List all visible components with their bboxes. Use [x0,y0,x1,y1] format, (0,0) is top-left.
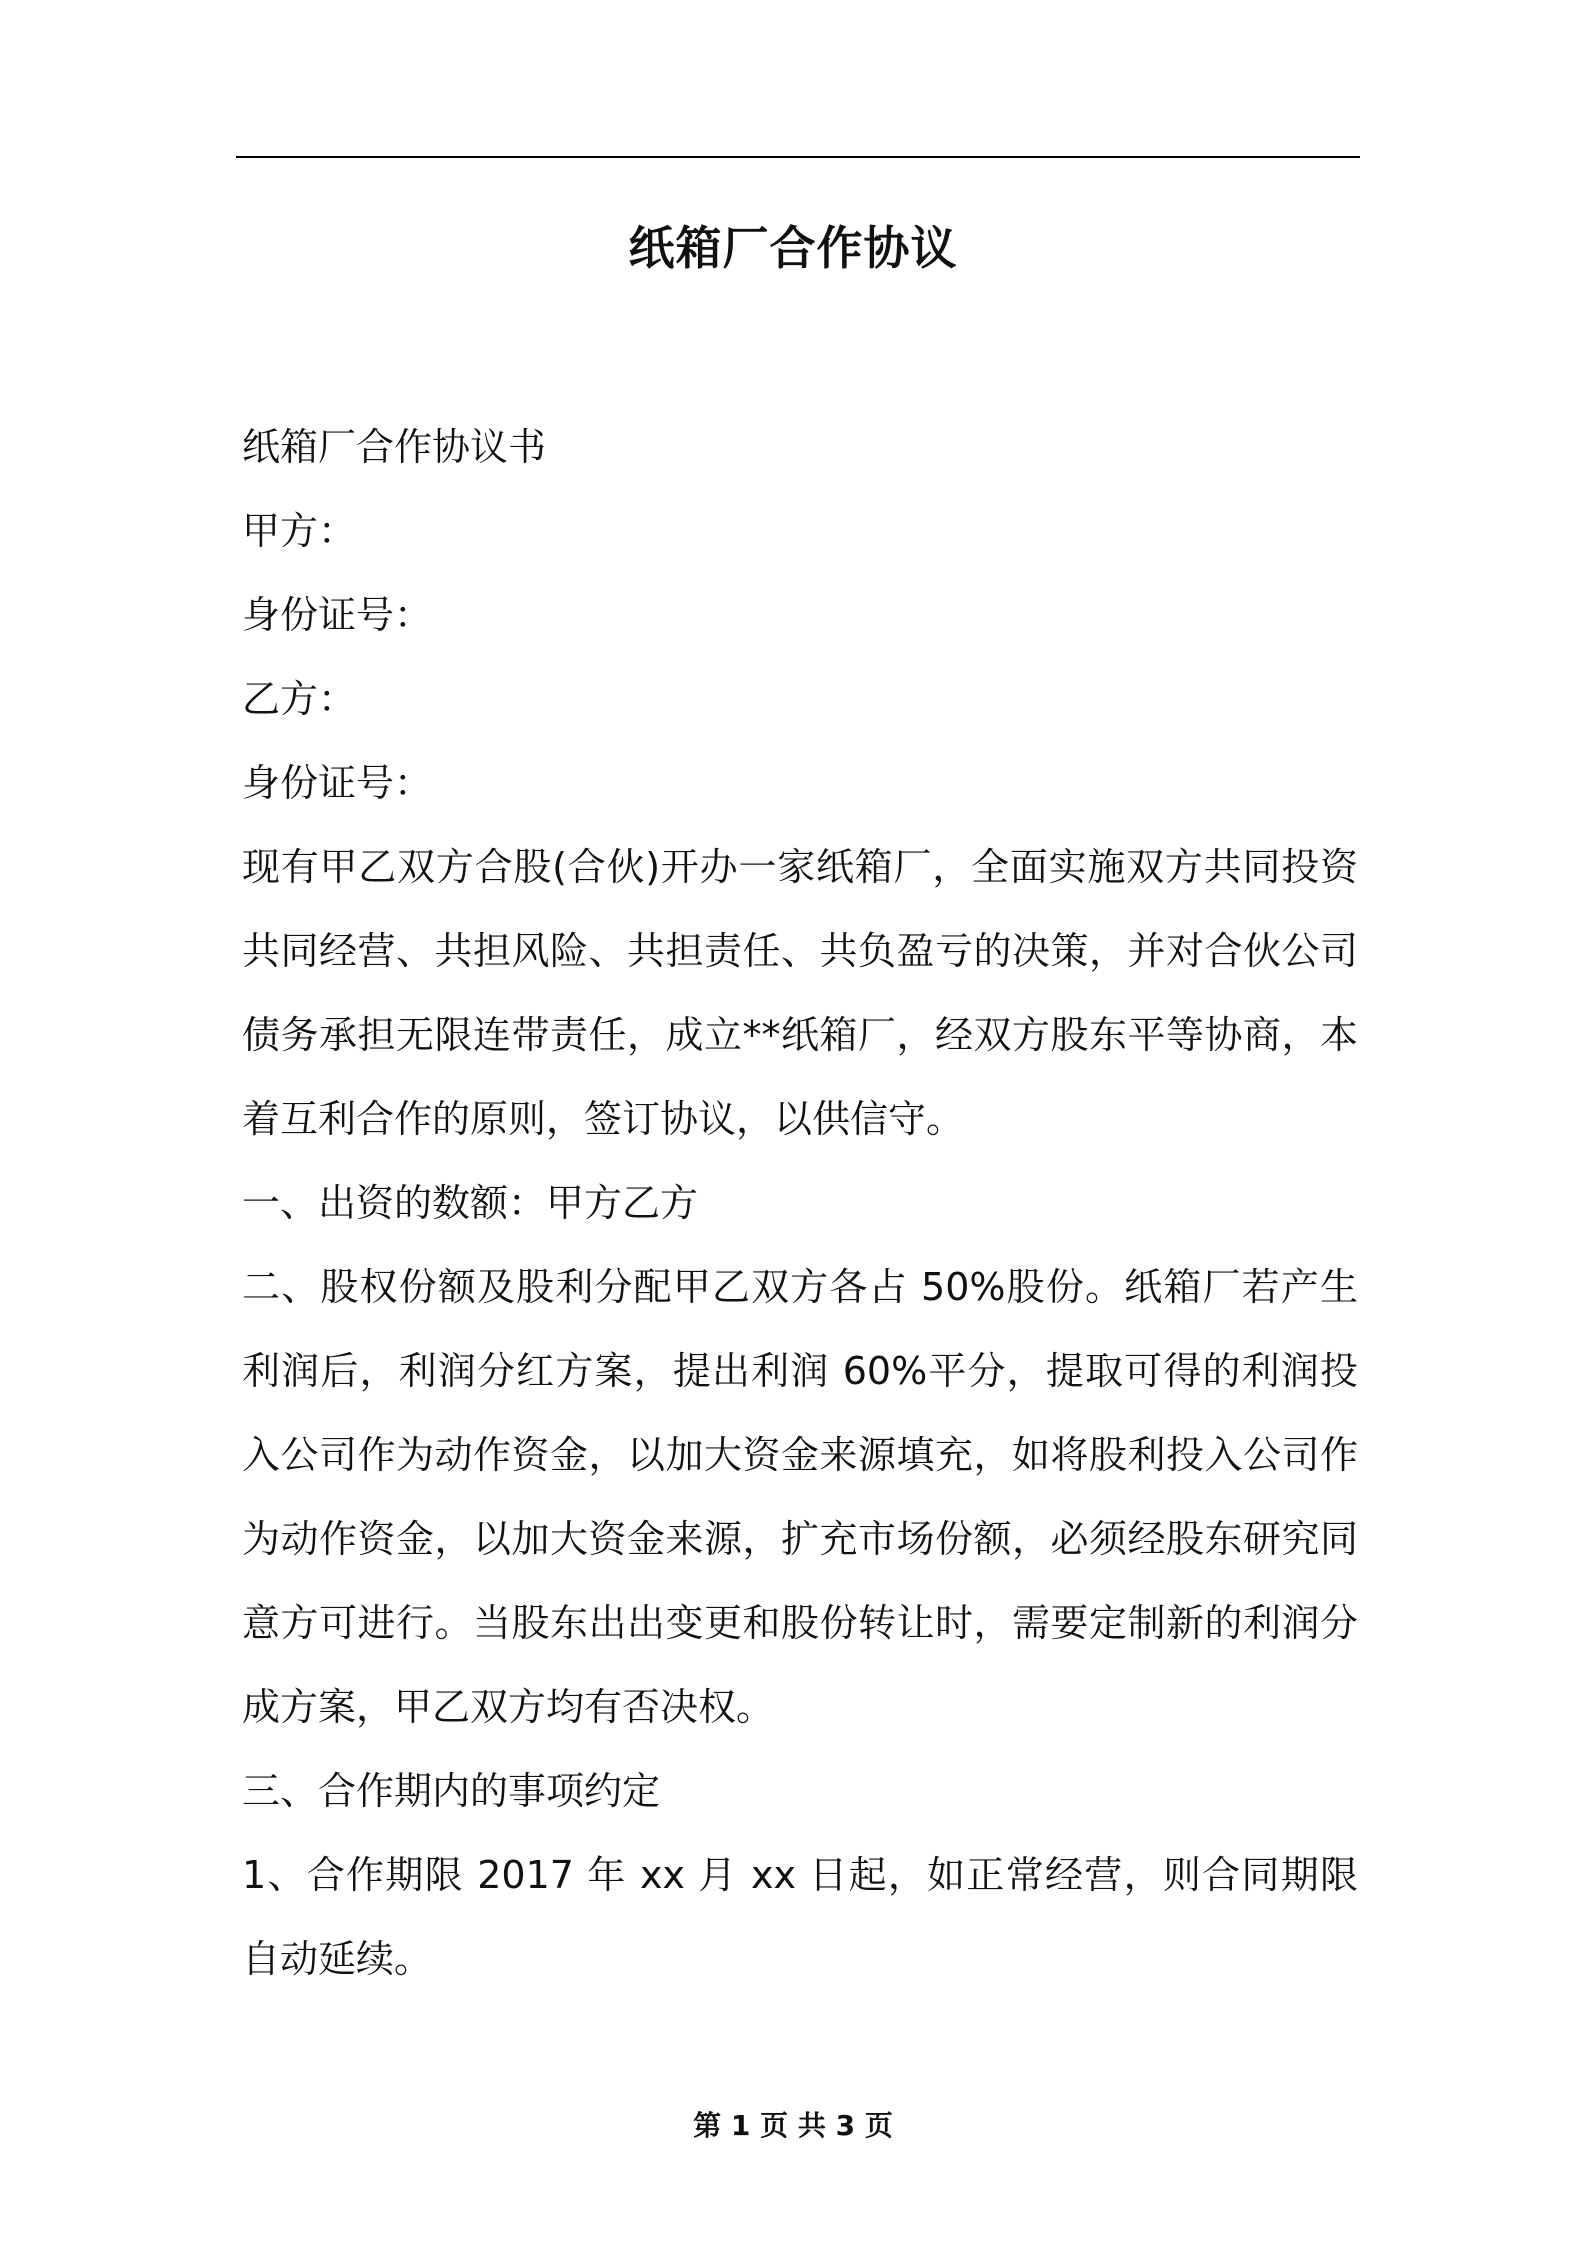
party-b-id-label: 身份证号： [242,761,433,805]
party-b-label: 乙方： [242,677,357,721]
section-equity-dividends: 二、股权份额及股利分配甲乙双方各占 50%股份。纸箱厂若产生利润后，利润分红方案，提出利润 60%平分，提取可得的利润投入公司作为动作资金，以加大资金来源填充，如将股利投入公司作为动作资金，以加大资金来源，扩充市场份额，必须经股东研究同意方可进行。当股东出出变更和股份转让时，需要定制新的利润分成方案，甲乙双方均有否决权。 [242,1265,1358,1729]
document-title: 纸箱厂合作协议 [628,221,958,275]
header-rule [236,156,1360,158]
page-number: 第 1 页 共 3 页 [693,2109,893,2142]
document-body [242,405,1358,2001]
party-a-label: 甲方： [242,509,357,553]
intro-paragraph: 现有甲乙双方合股(合伙)开办一家纸箱厂，全面实施双方共同投资共同经营、共担风险、共担责任、共负盈亏的决策，并对合伙公司债务承担无限连带责任，成立**纸箱厂，经双方股东平等协商，本着互利合作的原则，签订协议，以供信守。 [242,845,1358,1141]
section-capital-contribution: 一、出资的数额：甲方乙方 [242,1181,699,1225]
section-cooperation-terms: 三、合作期内的事项约定 [242,1769,661,1813]
agreement-subtitle: 纸箱厂合作协议书 [242,425,547,469]
party-a-id-label: 身份证号： [242,593,433,637]
term-item-duration: 1、合作期限 2017 年 xx 月 xx 日起，如正常经营，则合同期限自动延续。 [242,1853,1358,1981]
